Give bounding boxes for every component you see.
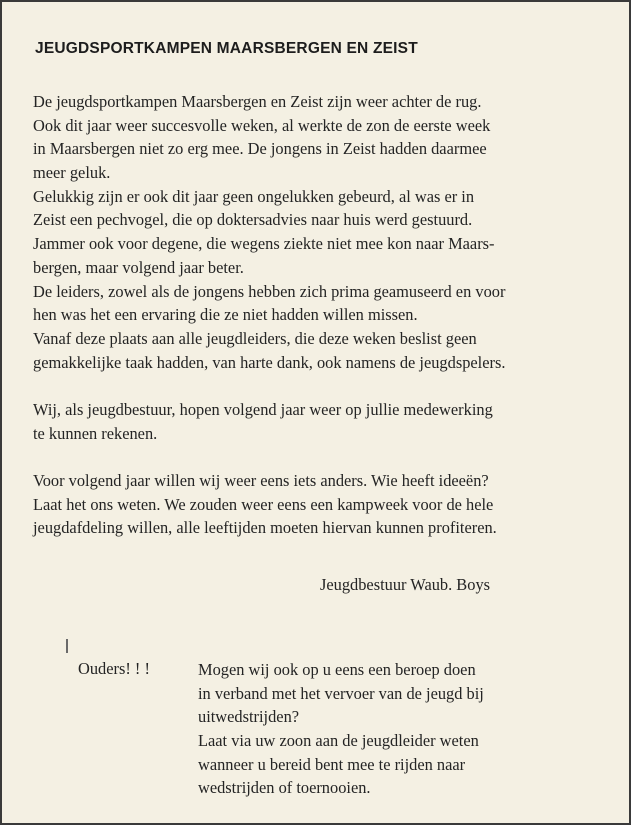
body-line: Vanaf deze plaats aan alle jeugdleiders, die deze weken beslist geen	[33, 328, 477, 348]
body-line: hen was het een ervaring die ze niet hadden willen missen.	[33, 305, 418, 325]
body-line: jeugdafdeling willen, alle leeftijden moeten hiervan kunnen profiteren.	[33, 518, 497, 538]
appeal-line: Mogen wij ook op u eens een beroep doen	[198, 660, 476, 679]
margin-mark	[66, 639, 68, 653]
body-line: te kunnen rekenen.	[33, 423, 158, 443]
body-line: meer geluk.	[33, 163, 111, 183]
appeal-text	[198, 658, 484, 800]
signature: Jeugdbestuur Waub. Boys	[320, 575, 491, 594]
body-line: De jeugdsportkampen Maarsbergen en Zeist zijn weer achter de rug.	[33, 92, 482, 111]
article-title: JEUGDSPORTKAMPEN MAARSBERGEN EN ZEIST	[35, 40, 418, 57]
body-line: Gelukkig zijn er ook dit jaar geen ongelukken gebeurd, al was er in	[33, 186, 475, 206]
article-body	[33, 90, 505, 540]
body-line: gemakkelijke taak hadden, van harte dank, ook namens de jeugdspelers.	[33, 352, 506, 372]
paragraph-gap	[33, 374, 505, 398]
body-line: Laat het ons weten. We zouden weer eens een kampweek voor de hele	[33, 494, 494, 514]
body-line: Voor volgend jaar willen wij weer eens iets anders. Wie heeft ideeën?	[33, 471, 489, 490]
appeal-line: wedstrijden of toernooien.	[198, 778, 371, 798]
appeal-label: Ouders! ! !	[78, 659, 150, 678]
paragraph-gap	[33, 445, 505, 469]
body-line: Ook dit jaar weer succesvolle weken, al werkte de zon de eerste week	[33, 115, 491, 135]
appeal-line: Laat via uw zoon aan de jeugdleider weten	[198, 731, 479, 751]
body-line: Jammer ook voor degene, die wegens ziekte niet mee kon naar Maars-	[33, 234, 495, 254]
body-line: De leiders, zowel als de jongens hebben zich prima geamuseerd en voor	[33, 281, 506, 301]
body-line: Zeist een pechvogel, die op doktersadvies naar huis werd gestuurd.	[33, 210, 473, 230]
appeal-line: in verband met het vervoer van de jeugd bij	[198, 683, 484, 703]
appeal-line: wanneer u bereid bent mee te rijden naar	[198, 754, 466, 774]
body-line: in Maarsbergen niet zo erg mee. De jongens in Zeist hadden daarmee	[33, 139, 487, 159]
body-line: bergen, maar volgend jaar beter.	[33, 257, 244, 277]
show-through-text	[302, 66, 305, 78]
appeal-line: uitwedstrijden?	[198, 707, 300, 727]
body-line: Wij, als jeugdbestuur, hopen volgend jaar weer op jullie medewerking	[33, 399, 493, 419]
